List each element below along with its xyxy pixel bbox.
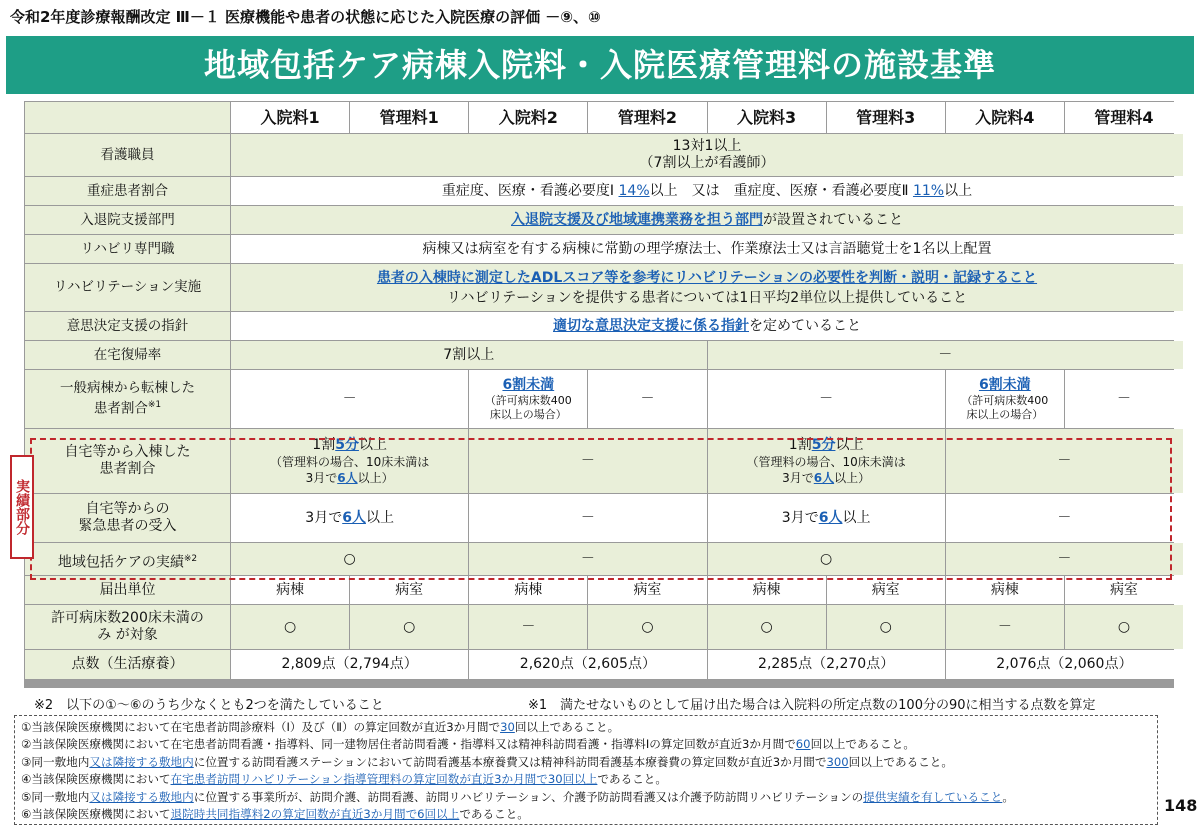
home-admit-sub2pre: 3月で — [305, 470, 338, 485]
condition-link: 在宅患者訪問リハビリテーション指導管理料の算定回数が直近3か月間で30回以上 — [170, 772, 598, 787]
row-label-severity: 重症患者割合 — [25, 177, 230, 205]
home-admit-val: 5分 — [811, 436, 836, 453]
col-header: 入院料1 — [231, 102, 349, 133]
results-side-label: 実績部分 — [10, 455, 34, 559]
condition-text: 回以上であること。 — [810, 737, 915, 752]
results-value-1: ○ — [231, 543, 468, 575]
transfer-sub1: （許可病床数400 — [961, 393, 1049, 407]
decision-link: 適切な意思決定支援に係る指針 — [553, 318, 749, 334]
row-label-transfer — [25, 370, 230, 428]
condition-text: に位置する事業所が、訪問介護、訪問看護、訪問リハビリテーション、介護予防訪問看護又は介護予防訪問リハビリテーションの — [193, 789, 864, 804]
points-value: 2,285点（2,270点） — [708, 650, 945, 679]
rehab-line2: リハビリテーションを提供する患者については1日平均2単位以上提供していること — [446, 289, 968, 306]
condition-text: ①当該保険医療機関において在宅患者訪問診療料（Ⅰ）及び（Ⅱ）の算定回数が直近3か月間で — [21, 720, 501, 734]
condition-number: 300 — [826, 754, 849, 769]
home-admit-label2: 患者割合 — [99, 461, 156, 477]
emergency-val: 6人 — [818, 510, 843, 526]
emergency-value-3 — [708, 494, 945, 542]
results-value-3: ○ — [708, 543, 945, 575]
row-label-beds200 — [25, 605, 230, 649]
transfer-pct: 6割未満 — [502, 376, 555, 393]
slide-subtitle: 令和2年度診療報酬改定 Ⅲ－１ 医療機能や患者の状態に応じた入院医療の評価 －⑨、⑩ — [10, 8, 601, 26]
condition-link: 退院時共同指導料2の算定回数が直近3か月間で6回以上 — [170, 807, 460, 822]
home-admit-label1: 自宅等から入棟した — [64, 444, 191, 460]
emergency-value-2: － — [469, 494, 706, 542]
criteria-table — [24, 101, 1174, 688]
discharge-post: が設置されていること — [763, 212, 903, 228]
home-admit-sub2post: 以上） — [834, 470, 871, 485]
beds200-value: ○ — [1065, 605, 1183, 649]
emergency-value-1 — [231, 494, 468, 542]
transfer-sub1: （許可病床数400 — [484, 393, 572, 407]
home-admit-value-2: － — [469, 429, 706, 493]
transfer-value-6: － — [1065, 370, 1183, 428]
emergency-pre: 3月で — [781, 510, 819, 526]
home-admit-val: 5分 — [335, 436, 359, 453]
condition-link: 又は隣接する敷地内 — [89, 754, 194, 769]
condition-text: ②当該保険医療機関において在宅患者訪問看護・指導料、同一建物居住者訪問看護・指導料又は精神科訪問看護・指導料Ⅰの算定回数が直近3か月間で — [21, 737, 796, 752]
points-value: 2,620点（2,605点） — [469, 650, 706, 679]
beds200-value: ○ — [827, 605, 945, 649]
condition-text: 回以上であること。 — [514, 720, 620, 734]
note-2: ※2 以下の①～⑥のうち少なくとも2つを満たしていること — [34, 698, 384, 713]
results-label: 地域包括ケアの実績 — [57, 554, 184, 571]
nurse-line2: （7割以上が看護師） — [639, 155, 775, 171]
severity-pct1: 14% — [618, 183, 650, 199]
home-return-left: 7割以上 — [231, 341, 707, 369]
row-label-emergency — [25, 494, 230, 542]
transfer-sub2: 床以上の場合） — [966, 407, 1044, 421]
home-admit-pre: 1割 — [788, 436, 812, 453]
row-label-unit: 届出単位 — [25, 576, 230, 604]
condition-text: ④当該保険医療機関において — [21, 772, 171, 787]
transfer-note: ※1 — [147, 400, 162, 411]
home-admit-value-3 — [708, 429, 945, 493]
row-label-home-admit — [25, 429, 230, 493]
beds200-value: － — [946, 605, 1064, 649]
transfer-sub2: 床以上の場合） — [489, 407, 567, 421]
home-admit-value-1 — [231, 429, 468, 493]
condition-1 — [21, 719, 1151, 736]
condition-3 — [21, 754, 1151, 771]
beds200-label1: 許可病床数200床未満の — [51, 610, 204, 626]
condition-text: であること。 — [459, 807, 529, 822]
unit-value: 病棟 — [231, 576, 349, 604]
row-label-rehab: リハビリテーション実施 — [25, 264, 230, 311]
row-label-results — [25, 543, 230, 575]
transfer-value-4: － — [708, 370, 945, 428]
home-admit-sub2val: 6人 — [337, 470, 358, 485]
home-admit-sub1: （管理料の場合、10床未満は — [269, 454, 430, 469]
row-label-points: 点数（生活療養） — [25, 650, 230, 679]
rehab-link: 患者の入棟時に測定したADLスコア等を参考にリハビリテーションの必要性を判断・説明・記録すること — [376, 269, 1038, 286]
nurse-line1: 13対1以上 — [672, 138, 742, 154]
points-value: 2,809点（2,794点） — [231, 650, 468, 679]
condition-link: 提供実績を有していること — [863, 789, 1003, 804]
transfer-pct: 6割未満 — [978, 376, 1031, 393]
home-admit-sub1: （管理料の場合、10床未満は — [746, 454, 906, 469]
home-admit-post: 以上 — [835, 436, 864, 453]
results-value-2: － — [469, 543, 706, 575]
home-admit-value-4: － — [946, 429, 1183, 493]
transfer-value-2 — [469, 370, 587, 428]
emergency-post: 以上 — [365, 510, 394, 526]
note-1: ※1 満たせないものとして届け出た場合は入院料の所定点数の100分の90に相当する点数を算定 — [528, 698, 1096, 713]
discharge-link: 入退院支援及び地域連携業務を担う部門 — [511, 212, 763, 228]
corner-cell — [25, 102, 230, 133]
severity-pre: 重症度、医療・看護必要度Ⅰ — [441, 183, 619, 199]
home-return-right: － — [708, 341, 1184, 369]
emergency-label2: 緊急患者の受入 — [78, 518, 177, 534]
condition-2 — [21, 736, 1151, 753]
results-value-4: － — [946, 543, 1183, 575]
transfer-label1: 一般病棟から転棟した — [60, 380, 195, 397]
condition-text: 。 — [1002, 789, 1014, 804]
results-note: ※2 — [183, 554, 198, 564]
col-header: 管理料4 — [1065, 102, 1183, 133]
home-admit-sub2post: 以上） — [357, 470, 394, 485]
home-admit-sub2pre: 3月で — [782, 470, 814, 485]
unit-value: 病室 — [350, 576, 468, 604]
row-label-rehab-staff: リハビリ専門職 — [25, 235, 230, 263]
condition-5 — [21, 789, 1151, 806]
condition-text: であること。 — [597, 772, 667, 787]
unit-value: 病棟 — [946, 576, 1064, 604]
condition-4 — [21, 771, 1151, 788]
severity-value — [231, 177, 1183, 205]
condition-link: 又は隣接する敷地内 — [89, 789, 194, 804]
condition-text: ⑥当該保険医療機関において — [21, 807, 171, 822]
emergency-label1: 自宅等からの — [85, 501, 170, 517]
points-value: 2,076点（2,060点） — [946, 650, 1183, 679]
unit-value: 病室 — [827, 576, 945, 604]
severity-post: 以上 — [944, 183, 973, 199]
rehab-staff-value: 病棟又は病室を有する病棟に常勤の理学療法士、作業療法士又は言語聴覚士を1名以上配置 — [231, 235, 1183, 263]
condition-number: 60 — [795, 737, 811, 752]
nurse-value — [231, 134, 1183, 176]
decision-value — [231, 312, 1183, 340]
page-number: 148 — [1164, 796, 1198, 815]
condition-text: に位置する訪問看護ステーションにおいて訪問看護基本療養費又は精神科訪問看護基本療養費の算定回数が直近3か月間で — [193, 754, 827, 769]
condition-number: 30 — [500, 720, 515, 734]
conditions-box — [14, 715, 1158, 825]
row-label-home-return: 在宅復帰率 — [25, 341, 230, 369]
transfer-label2: 患者割合 — [93, 400, 148, 417]
unit-value: 病棟 — [469, 576, 587, 604]
unit-value: 病棟 — [708, 576, 826, 604]
beds200-value: ○ — [350, 605, 468, 649]
home-admit-sub2val: 6人 — [813, 470, 835, 485]
beds200-value: ○ — [708, 605, 826, 649]
emergency-value-4: － — [946, 494, 1183, 542]
unit-value: 病室 — [1065, 576, 1183, 604]
home-admit-post: 以上 — [358, 436, 387, 453]
col-header: 管理料2 — [588, 102, 706, 133]
transfer-value-5 — [946, 370, 1064, 428]
condition-text: 回以上であること。 — [848, 754, 953, 769]
emergency-pre: 3月で — [305, 510, 343, 526]
transfer-value-3: － — [588, 370, 706, 428]
beds200-value: － — [469, 605, 587, 649]
beds200-value: ○ — [231, 605, 349, 649]
rehab-value — [231, 264, 1183, 311]
row-label-nurse: 看護職員 — [25, 134, 230, 176]
condition-text: ③同一敷地内 — [21, 754, 90, 769]
beds200-label2: み が対象 — [97, 627, 158, 643]
severity-pct2: 11% — [912, 183, 945, 199]
emergency-post: 以上 — [842, 510, 871, 526]
decision-post: を定めていること — [749, 318, 861, 334]
col-header: 入院料3 — [708, 102, 826, 133]
unit-value: 病室 — [588, 576, 706, 604]
beds200-value: ○ — [588, 605, 706, 649]
col-header: 入院料2 — [469, 102, 587, 133]
condition-6 — [21, 806, 1151, 823]
severity-mid: 以上 又は 重症度、医療・看護必要度Ⅱ — [649, 183, 913, 199]
slide-title: 地域包括ケア病棟入院料・入院医療管理料の施設基準 — [6, 36, 1194, 94]
col-header: 管理料3 — [827, 102, 945, 133]
home-admit-pre: 1割 — [312, 436, 336, 453]
discharge-value — [231, 206, 1183, 234]
condition-text: ⑤同一敷地内 — [21, 789, 90, 804]
transfer-value-1: － — [231, 370, 468, 428]
emergency-val: 6人 — [342, 510, 366, 526]
col-header: 管理料1 — [350, 102, 468, 133]
row-label-discharge: 入退院支援部門 — [25, 206, 230, 234]
row-label-decision: 意思決定支援の指針 — [25, 312, 230, 340]
col-header: 入院料4 — [946, 102, 1064, 133]
